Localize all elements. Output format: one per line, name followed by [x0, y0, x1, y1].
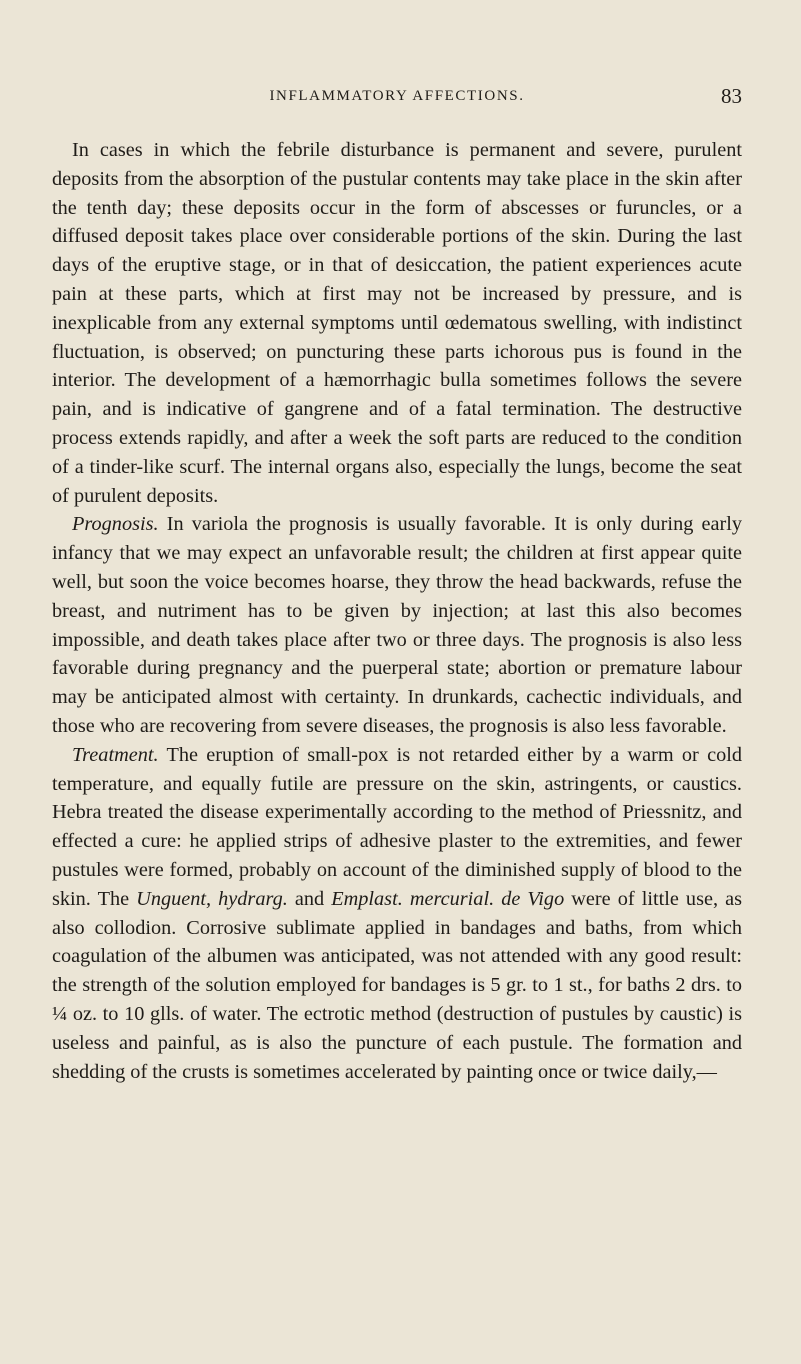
section-heading-prognosis: Prognosis. [72, 513, 159, 536]
paragraph-text: were of little use, as also collodion. Corrosive sublimate applied in bandages and baths, from which coagulation of the albumen was anticipated, was not attended with any good result: the strength of the solution employed for bandages is 5 gr. to 1 st., for baths 2 drs. to ¼ oz. to 10 glls. of water. The ectrotic method (destruction of pustules by caustic) is useless and painful, as is also the puncture of each pustule. The formation and shedding of the crusts is sometimes accelerated by painting once or twice daily,— [52, 887, 742, 1083]
paragraph-text: and [287, 887, 332, 910]
body-text [52, 136, 742, 1086]
section-heading-treatment: Treatment. [72, 743, 159, 766]
page-number: 83 [721, 84, 742, 108]
italic-term: Emplast. mercurial. de Vigo [331, 887, 565, 910]
paragraph-treatment [52, 741, 742, 1087]
paragraph-text: In variola the prognosis is usually favorable. It is only during early infancy that we may expect an unfavorable result; the children at first appear quite well, but soon the voice becomes hoarse, they throw the head backwards, refuse the breast, and nutriment has to be given by injection; at last this also becomes impossible, and death takes place after two or three days. The prognosis is also less favorable during pregnancy and the puerperal state; abortion or premature labour may be anticipated almost with certainty. In drunkards, cachectic individuals, and those who are recovering from severe diseases, the prognosis is also less favorable. [52, 513, 742, 737]
running-head [52, 84, 742, 114]
running-title: INFLAMMATORY AFFECTIONS. [269, 88, 525, 104]
paragraph-prognosis [52, 510, 742, 740]
paragraph-text: In cases in which the febrile disturbance is permanent and severe, purulent deposits from the absorption of the pustular contents may take place in the skin after the tenth day; these deposits occur in the form of abscesses or furuncles, or a diffused deposit takes place over considerable portions of the skin. During the last days of the eruptive stage, or in that of desiccation, the patient experiences acute pain at these parts, which at first may not be increased by pressure, and is inexplicable from any external symptoms until œdematous swelling, with indistinct fluctuation, is observed; on puncturing these parts ichorous pus is found in the interior. The development of a hæmorrhagic bulla sometimes follows the severe pain, and is indicative of gangrene and of a fatal termination. The destructive process extends rapidly, and after a week the soft parts are reduced to the condition of a tinder-like scurf. The internal organs also, especially the lungs, become the seat of purulent deposits. [52, 139, 742, 507]
italic-term: Unguent, hydrarg. [136, 887, 288, 910]
paragraph-text: The eruption of small-pox is not retarded either by a warm or cold temperature, and equally futile are pressure on the skin, astringents, or caustics. Hebra treated the disease experimentally according to the method of Priessnitz, and effected a cure: he applied strips of adhesive plaster to the extremities, and fewer pustules were formed, probably on account of the diminished supply of blood to the skin. The [52, 743, 742, 910]
paragraph-abscesses [52, 136, 742, 510]
